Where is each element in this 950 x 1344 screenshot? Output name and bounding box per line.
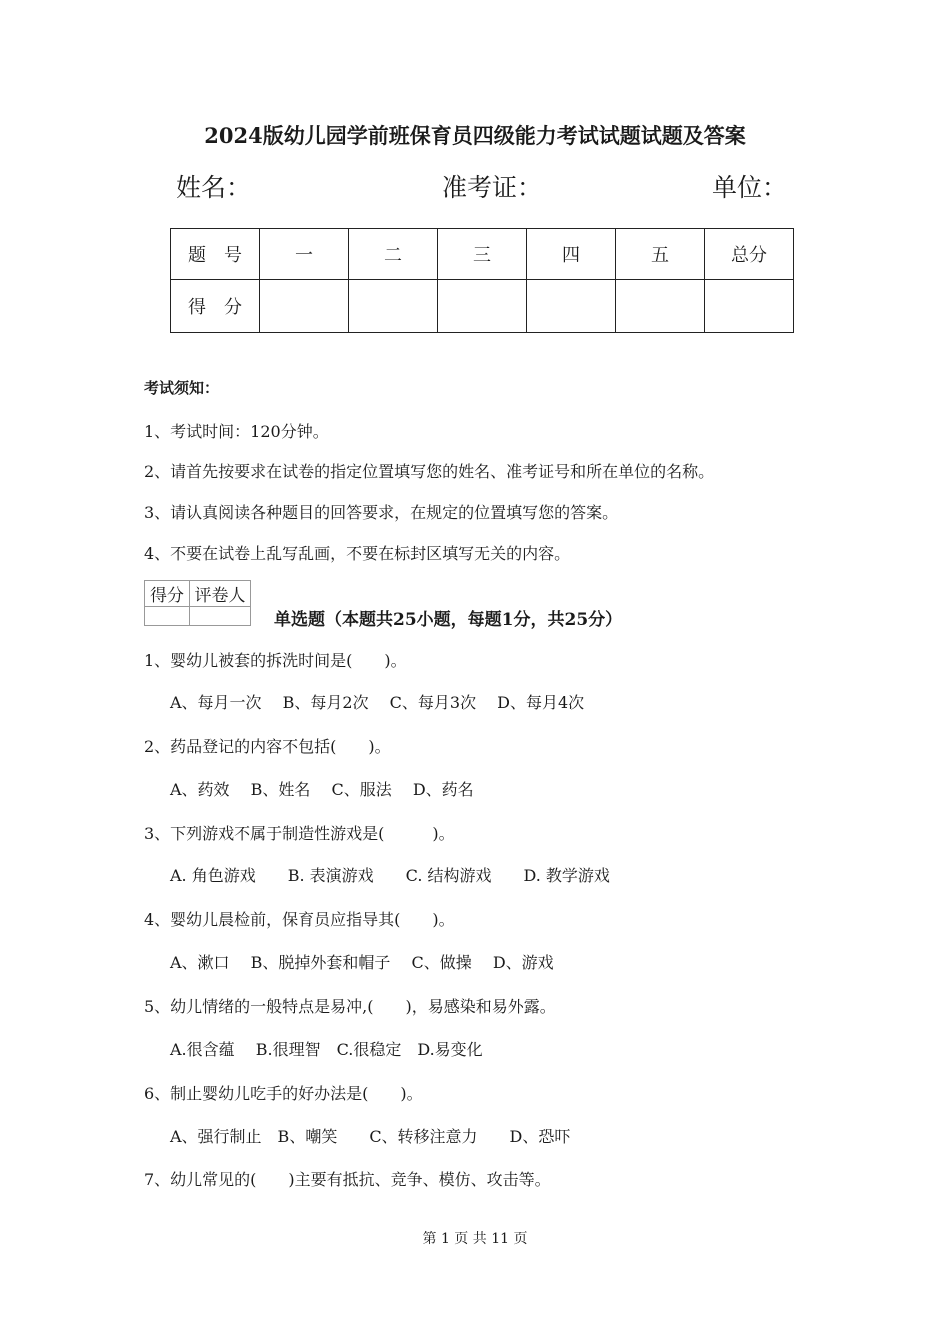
notice-item: 4、不要在试卷上乱写乱画，不要在标封区填写无关的内容。 <box>144 544 571 563</box>
question-options: A. 角色游戏 B. 表演游戏 C. 结构游戏 D. 教学游戏 <box>170 866 610 885</box>
question-text: 6、制止婴幼儿吃手的好办法是( )。 <box>144 1084 423 1103</box>
unit-field-label: 单位： <box>712 173 788 202</box>
notice-item: 1、考试时间：120分钟。 <box>144 422 329 441</box>
question-text: 5、幼儿情绪的一般特点是易冲,( )，易感染和易外露。 <box>144 997 556 1016</box>
score-table <box>170 228 794 333</box>
grader-table <box>144 580 251 626</box>
score-table-header-cell: 二 <box>349 229 438 280</box>
name-field-label: 姓名： <box>176 173 252 202</box>
page-footer: 第 1 页 共 11 页 <box>422 1231 528 1247</box>
grader-name-cell[interactable] <box>190 607 251 626</box>
score-cell[interactable] <box>438 280 527 333</box>
score-table-header-cell: 总分 <box>705 229 794 280</box>
score-cell[interactable] <box>349 280 438 333</box>
score-table-header-cell: 一 <box>260 229 349 280</box>
grader-table-score-label: 得分 <box>145 581 190 607</box>
score-table-score-row <box>171 280 794 333</box>
score-cell[interactable] <box>616 280 705 333</box>
question-options: A、漱口 B、脱掉外套和帽子 C、做操 D、游戏 <box>170 953 554 972</box>
notice-heading: 考试须知： <box>144 379 220 397</box>
question-text: 4、婴幼儿晨检前，保育员应指导其( )。 <box>144 910 455 929</box>
notice-item: 2、请首先按要求在试卷的指定位置填写您的姓名、准考证号和所在单位的名称。 <box>144 462 715 481</box>
exam-id-field-label: 准考证： <box>442 173 543 202</box>
score-cell[interactable] <box>260 280 349 333</box>
score-table-header-row <box>171 229 794 280</box>
score-table-header-cell: 四 <box>527 229 616 280</box>
question-text: 1、婴幼儿被套的拆洗时间是( )。 <box>144 651 407 670</box>
score-cell[interactable] <box>527 280 616 333</box>
question-options: A、强行制止 B、嘲笑 C、转移注意力 D、恐吓 <box>170 1127 571 1146</box>
notice-item: 3、请认真阅读各种题目的回答要求，在规定的位置填写您的答案。 <box>144 503 619 522</box>
score-row-label: 得 分 <box>171 280 260 333</box>
score-table-header-cell: 三 <box>438 229 527 280</box>
score-table-header-cell: 五 <box>616 229 705 280</box>
grader-table-grader-label: 评卷人 <box>190 581 251 607</box>
section-heading: 单选题（本题共25小题，每题1分，共25分） <box>274 610 623 630</box>
question-options: A、药效 B、姓名 C、服法 D、药名 <box>170 780 474 799</box>
question-options: A.很含蕴 B.很理智 C.很稳定 D.易变化 <box>170 1040 483 1059</box>
score-cell[interactable] <box>705 280 794 333</box>
score-table-header-cell: 题 号 <box>171 229 260 280</box>
question-text: 2、药品登记的内容不包括( )。 <box>144 737 391 756</box>
question-text: 3、下列游戏不属于制造性游戏是( )。 <box>144 824 455 843</box>
question-text: 7、幼儿常见的( )主要有抵抗、竞争、模仿、攻击等。 <box>144 1170 551 1189</box>
document-title: 2024版幼儿园学前班保育员四级能力考试试题试题及答案 <box>204 123 746 148</box>
question-options: A、每月一次 B、每月2次 C、每月3次 D、每月4次 <box>170 693 585 712</box>
grader-score-cell[interactable] <box>145 607 190 626</box>
